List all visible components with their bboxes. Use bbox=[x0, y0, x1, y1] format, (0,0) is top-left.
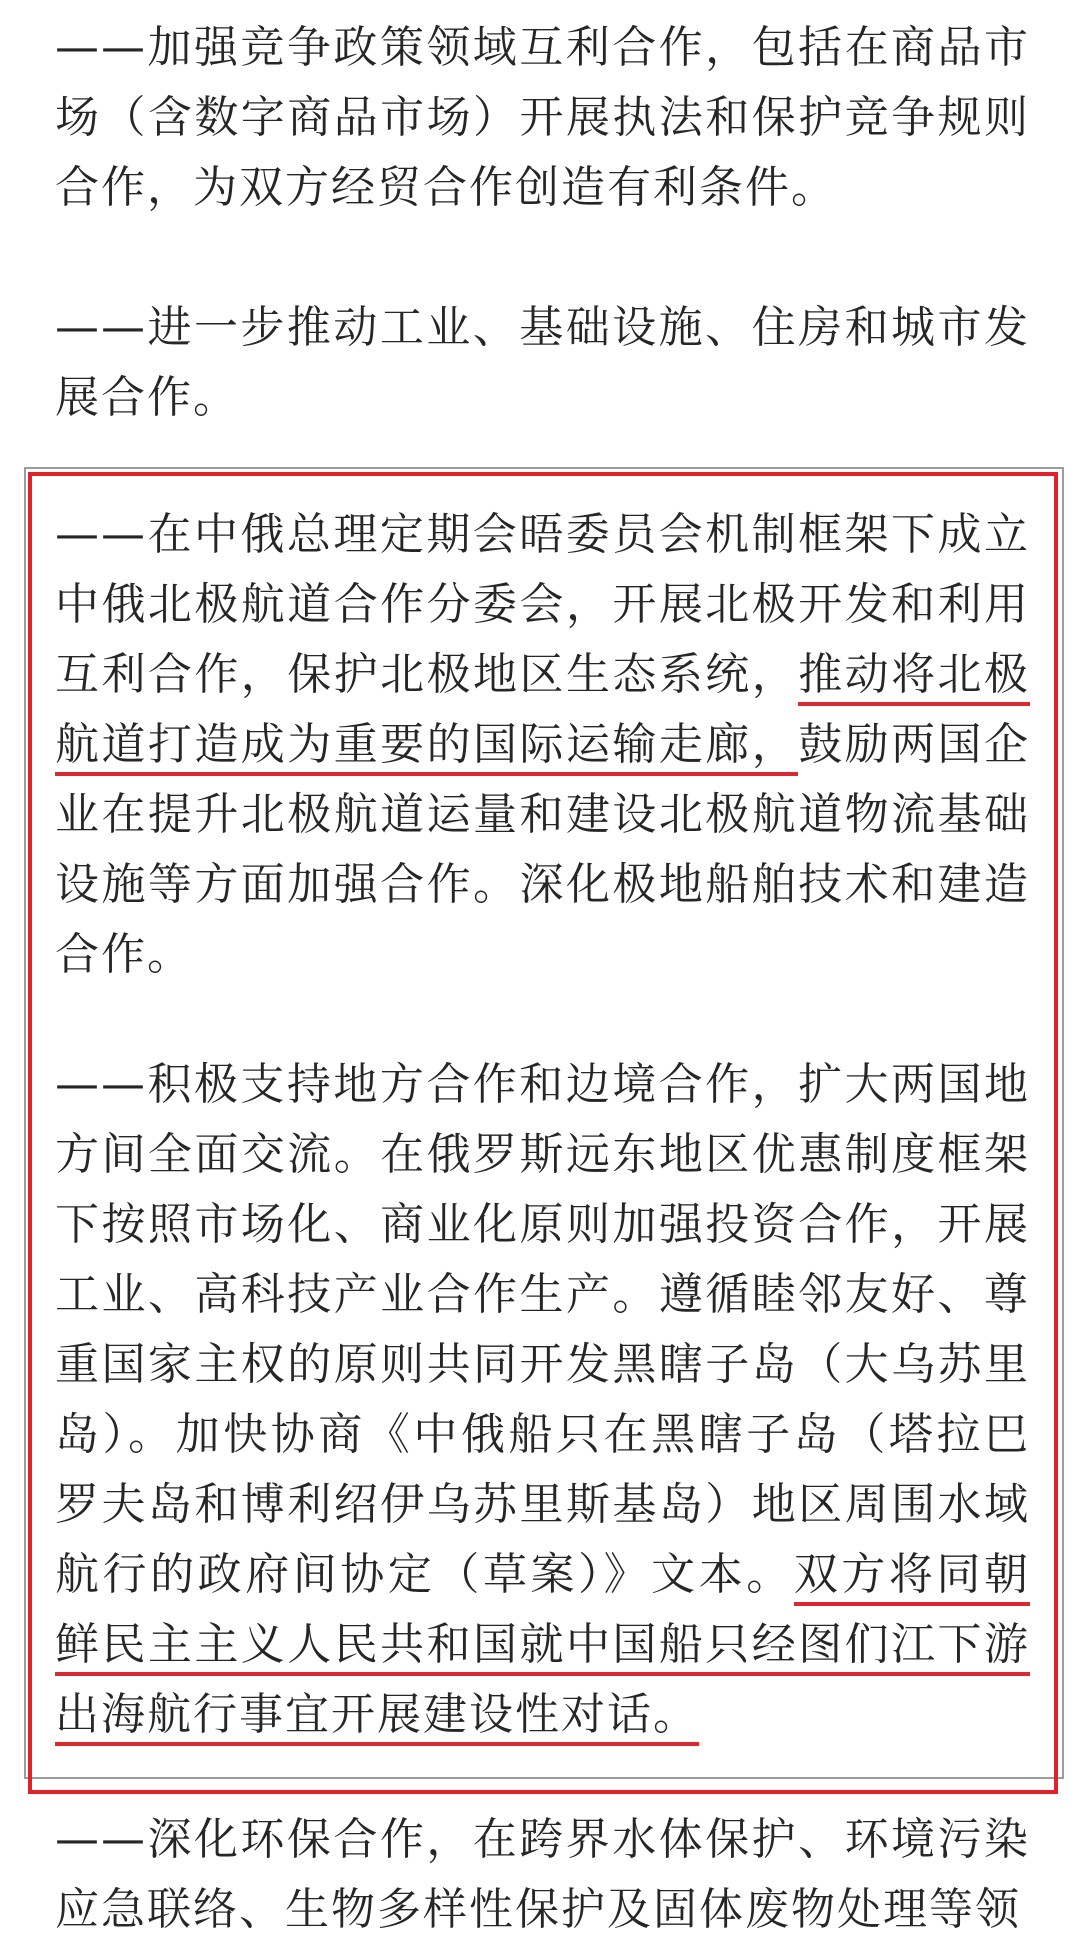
paragraph-competition-policy: ——加强竞争政策领域互利合作，包括在商品市场（含数字商品市场）开展执法和保护竞争规则合作，为双方经贸合作创造有利条件。 bbox=[55, 22, 1030, 213]
paragraph-industry-infrastructure: ——进一步推动工业、基础设施、住房和城市发展合作。 bbox=[55, 302, 1030, 423]
paragraph-arctic-route bbox=[55, 500, 1030, 990]
border-text-before: ——积极支持地方合作和边境合作，扩大两国地方间全面交流。在俄罗斯远东地区优惠制度框架下按照市场化、商业化原则加强投资合作，开展工业、高科技产业合作生产。遵循睦邻友好、尊重国家主权的原则共同开发黑瞎子岛（大乌苏里岛）。加快协商《中俄船只在黑瞎子岛（塔拉巴罗夫岛和博利绍伊乌苏里斯基岛）地区周围水域航行的政府间协定（草案）》文本。 bbox=[55, 1059, 1030, 1600]
tumen-underlined-text: 双方将同朝鲜民主主义人民共和国就中国船只经图们江下游出海航行事宜开展建设性对话。 bbox=[55, 1549, 1030, 1746]
paragraph-environment: ——深化环保合作，在跨界水体保护、环境污染应急联络、生物多样性保护及固体废物处理等领 bbox=[55, 1814, 1030, 1935]
arctic-text-after: 鼓励两国企业在提升北极航道运量和建设北极航道物流基础设施等方面加强合作。深化极地船舶技术和建造合作。 bbox=[55, 719, 1031, 980]
arctic-underlined-text: 推动将北极航道打造成为重要的国际运输走廊， bbox=[55, 649, 1030, 776]
paragraph-local-border-cooperation bbox=[55, 1050, 1030, 1750]
arctic-text-before: ——在中俄总理定期会晤委员会机制框架下成立中俄北极航道合作分委会，开展北极开发和利用互利合作，保护北极地区生态系统， bbox=[55, 509, 1030, 700]
